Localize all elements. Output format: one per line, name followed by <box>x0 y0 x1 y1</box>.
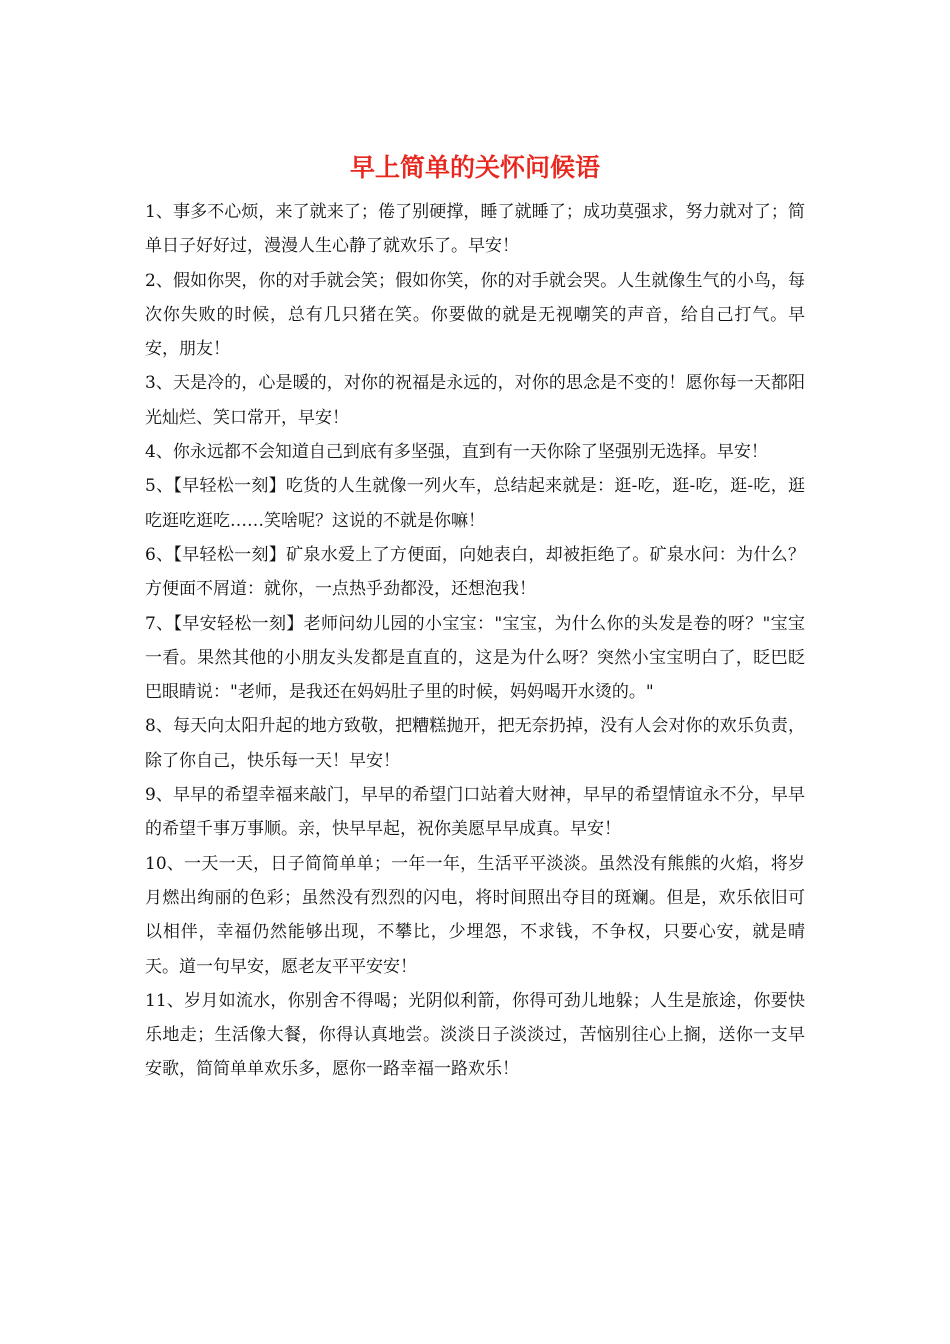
paragraph-2: 2、假如你哭，你的对手就会笑；假如你笑，你的对手就会哭。人生就像生气的小鸟，每次你失败的时候，总有几只猪在笑。你要做的就是无视嘲笑的声音，给自己打气。早安，朋友！ <box>145 270 805 360</box>
paragraph-4: 4、你永远都不会知道自己到底有多坚强，直到有一天你除了坚强别无选择。早安！ <box>145 442 768 463</box>
paragraph-1: 1、事多不心烦，来了就来了；倦了别硬撑，睡了就睡了；成功莫强求，努力就对了；简单日子好好过，漫漫人生心静了就欢乐了。早安！ <box>145 202 805 257</box>
paragraph-9: 9、早早的希望幸福来敲门，早早的希望门口站着大财神，早早的希望情谊永不分，早早的希望千事万事顺。亲，快早早起，祝你美愿早早成真。早安！ <box>145 785 805 840</box>
paragraph-5: 5、【早轻松一刻】吃货的人生就像一列火车，总结起来就是：逛-吃，逛-吃，逛-吃，逛吃逛吃逛吃……笑啥呢？这说的不就是你嘛！ <box>145 476 805 531</box>
paragraph-3: 3、天是冷的，心是暖的，对你的祝福是永远的，对你的思念是不变的！愿你每一天都阳光灿烂、笑口常开，早安！ <box>145 373 805 428</box>
paragraph-7: 7、【早安轻松一刻】老师问幼儿园的小宝宝："宝宝，为什么你的头发是卷的呀？"宝宝一看。果然其他的小朋友头发都是直直的，这是为什么呀？突然小宝宝明白了，眨巴眨巴眼睛说："老师，是我还在妈妈肚子里的时候，妈妈喝开水烫的。" <box>145 613 805 703</box>
paragraph-11: 11、岁月如流水，你别舍不得喝；光阴似利箭，你得可劲儿地躲；人生是旅途，你要快乐地走；生活像大餐，你得认真地尝。淡淡日子淡淡过，苦恼别往心上搁，送你一支早安歌，简简单单欢乐多，愿你一路幸福一路欢乐！ <box>145 990 805 1080</box>
document-body <box>145 195 805 1087</box>
page-title: 早上简单的关怀问候语 <box>349 153 600 182</box>
paragraph-10: 10、一天一天，日子简简单单；一年一年，生活平平淡淡。虽然没有熊熊的火焰，将岁月燃出绚丽的色彩；虽然没有烈烈的闪电，将时间照出夺目的斑斓。但是，欢乐依旧可以相伴，幸福仍然能够出现，不攀比，少埋怨，不求钱，不争权，只要心安，就是晴天。道一句早安，愿老友平平安安！ <box>145 853 805 977</box>
paragraph-8: 8、每天向太阳升起的地方致敬，把糟糕抛开，把无奈扔掉，没有人会对你的欢乐负责，除了你自己，快乐每一天！早安！ <box>145 716 805 771</box>
paragraph-6: 6、【早轻松一刻】矿泉水爱上了方便面，向她表白，却被拒绝了。矿泉水问：为什么？方便面不屑道：就你，一点热乎劲都没，还想泡我！ <box>145 544 805 600</box>
